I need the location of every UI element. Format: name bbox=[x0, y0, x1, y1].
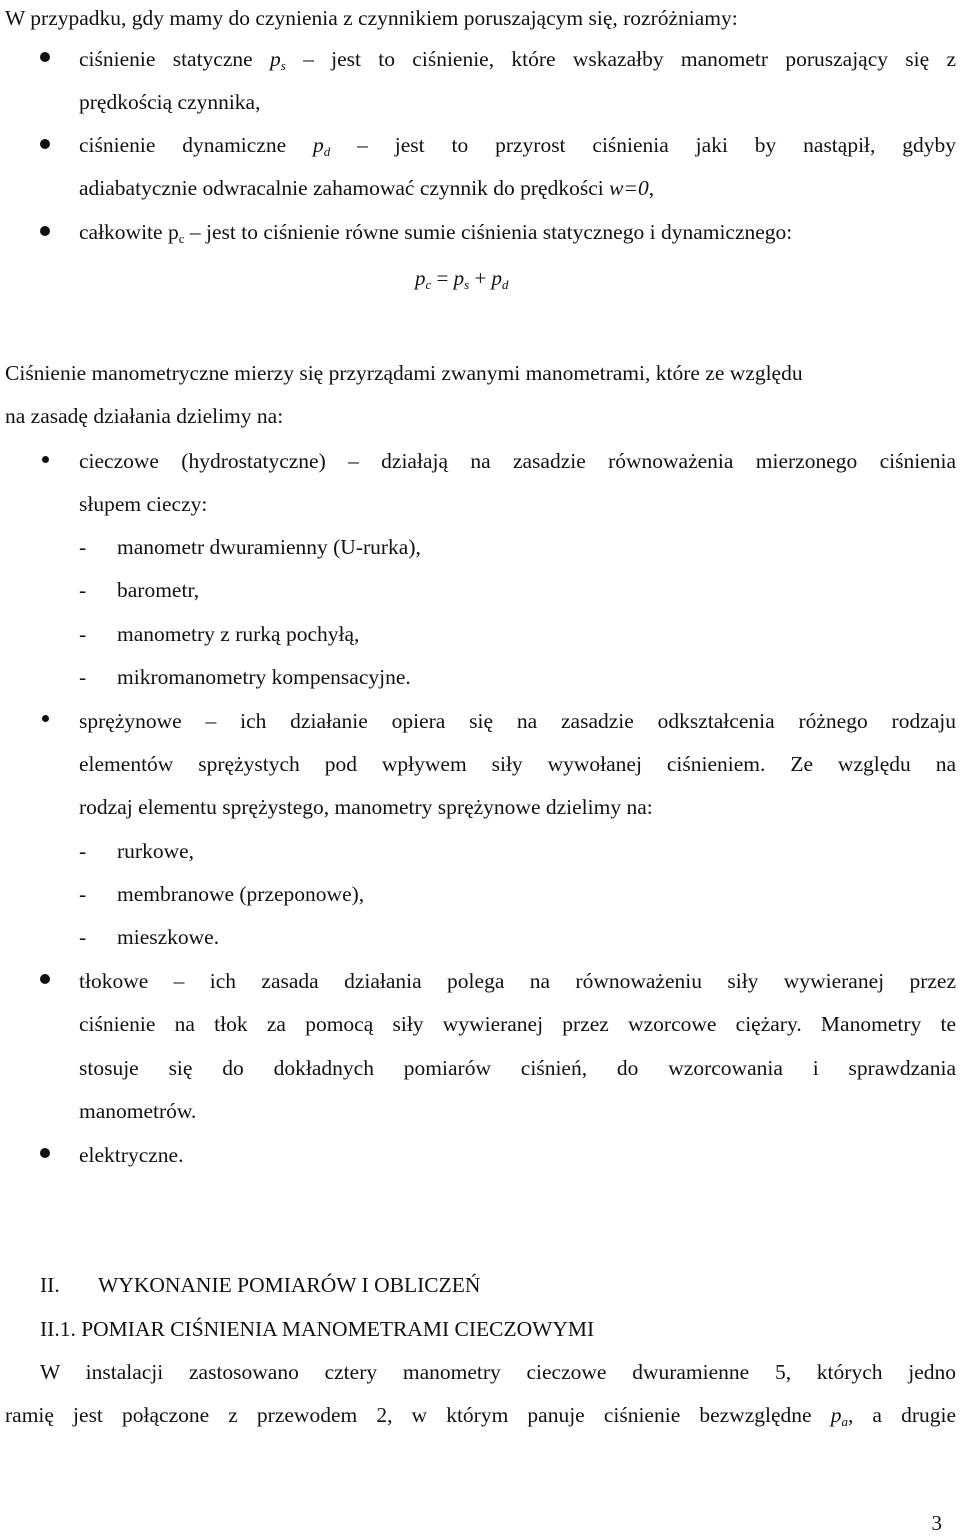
static-pressure-line-2: prędkością czynnika, bbox=[79, 90, 261, 114]
liquid-item-1: - bbox=[79, 535, 87, 559]
spring-manometer-line-3: rodzaj elementu sprężystego, manometry sprężynowe dzielimy na: bbox=[79, 795, 653, 819]
liquid-item-1-text: manometr dwuramienny (U-rurka), bbox=[117, 535, 421, 559]
intro-line: W przypadku, gdy mamy do czynienia z czynnikiem poruszającym się, rozróżniamy: bbox=[5, 6, 738, 30]
static-pressure-line-1: ciśnienie statyczne $p_s$ – jest to ciśnienie, które wskazałby manometr poruszający się z bbox=[79, 47, 957, 73]
spring-item-2: - bbox=[79, 882, 87, 906]
liquid-manometer-line-2: słupem cieczy: bbox=[79, 492, 208, 516]
piston-manometer-line-2: ciśnienie na tłok za pomocą siły wywieranej przez wzorcowe ciężary. Manometry te bbox=[79, 1012, 956, 1036]
final-paragraph-line-1: W instalacji zastosowano cztery manometry cieczowe dwuramienne 5, których jedno bbox=[40, 1360, 956, 1384]
electric-line: elektryczne. bbox=[79, 1143, 184, 1167]
liquid-item-2: - bbox=[79, 578, 87, 602]
final-paragraph-line-2: ramię jest połączone z przewodem 2, w którym panuje ciśnienie bezwzględne $p_a$, a drugie bbox=[5, 1403, 956, 1429]
bullet-icon bbox=[42, 715, 49, 722]
bullet-icon bbox=[40, 1148, 50, 1158]
spring-manometer-line-1: sprężynowe – ich działanie opiera się na zasadzie odkształcenia różnego rodzaju bbox=[79, 709, 956, 733]
bullet-icon bbox=[40, 52, 50, 62]
spring-item-1: - bbox=[79, 839, 87, 863]
piston-manometer-line-1: tłokowe – ich zasada działania polega na równoważeniu siły wywieranej przez bbox=[79, 969, 956, 993]
liquid-item-4: - bbox=[79, 665, 87, 689]
bullet-icon bbox=[42, 456, 49, 463]
piston-manometer-line-4: manometrów. bbox=[79, 1099, 197, 1123]
bullet-icon bbox=[40, 139, 50, 149]
liquid-item-3-text: manometry z rurką pochyłą, bbox=[117, 622, 360, 646]
liquid-manometer-line-1: cieczowe (hydrostatyczne) – działają na zasadzie równoważenia mierzonego ciśnienia bbox=[79, 449, 956, 473]
spring-item-2-text: membranowe (przeponowe), bbox=[117, 882, 365, 906]
subsection-title: II.1. POMIAR CIŚNIENIA MANOMETRAMI CIECZOWYMI bbox=[40, 1317, 595, 1341]
bullet-icon bbox=[40, 974, 50, 984]
spring-item-1-text: rurkowe, bbox=[117, 839, 195, 863]
measure-paragraph-line-2: na zasadę działania dzielimy na: bbox=[5, 404, 284, 428]
section-title: WYKONANIE POMIARÓW I OBLICZEŃ bbox=[98, 1273, 481, 1297]
spring-manometer-line-2: elementów sprężystych pod wpływem siły wywołanej ciśnieniem. Ze względu na bbox=[79, 752, 956, 776]
dynamic-pressure-line-1: ciśnienie dynamiczne $p_d$ – jest to przyrost ciśnienia jaki by nastąpił, gdyby bbox=[79, 133, 957, 159]
dynamic-pressure-line-2: adiabatycznie odwracalnie zahamować czynnik do prędkości w=0, bbox=[79, 176, 655, 200]
pressure-formula: $p_c = p_s + p_d$ bbox=[415, 266, 509, 292]
piston-manometer-line-3: stosuje się do dokładnych pomiarów ciśnień, do wzorcowania i sprawdzania bbox=[79, 1056, 956, 1080]
section-number: II. bbox=[40, 1273, 60, 1297]
measure-paragraph-line-1: Ciśnienie manometryczne mierzy się przyrządami zwanymi manometrami, które ze względu bbox=[5, 361, 803, 385]
total-pressure-line: całkowite $p_c$ – jest to ciśnienie równe sumie ciśnienia statycznego i dynamicznego: bbox=[79, 220, 793, 246]
spring-item-3-text: mieszkowe. bbox=[117, 925, 220, 949]
bullet-icon bbox=[40, 226, 50, 236]
page-number: 3 bbox=[931, 1511, 942, 1535]
liquid-item-2-text: barometr, bbox=[117, 578, 200, 602]
liquid-item-3: - bbox=[79, 622, 87, 646]
liquid-item-4-text: mikromanometry kompensacyjne. bbox=[117, 665, 411, 689]
spring-item-3: - bbox=[79, 925, 87, 949]
